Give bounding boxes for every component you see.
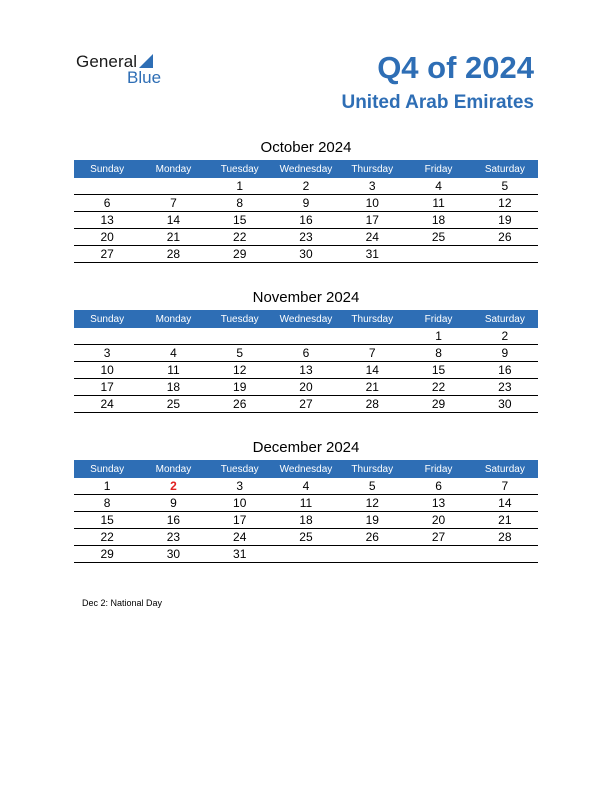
day-cell: 7 <box>339 345 405 362</box>
page-title: Q4 of 2024 <box>377 50 534 85</box>
day-cell: 8 <box>207 195 273 212</box>
day-cell: 14 <box>140 212 206 229</box>
week-row <box>74 546 538 563</box>
week-row <box>74 229 538 246</box>
weekday-header: Saturday <box>472 160 538 178</box>
day-cell: 28 <box>339 396 405 413</box>
day-cell <box>273 328 339 345</box>
month-october <box>74 138 538 263</box>
day-cell: 15 <box>207 212 273 229</box>
calendar-table <box>74 160 538 263</box>
day-cell: 14 <box>339 362 405 379</box>
day-cell: 3 <box>339 178 405 195</box>
weekday-header: Saturday <box>472 310 538 328</box>
week-row <box>74 396 538 413</box>
day-cell: 21 <box>339 379 405 396</box>
day-cell: 18 <box>405 212 471 229</box>
day-cell: 29 <box>405 396 471 413</box>
day-cell: 10 <box>207 495 273 512</box>
day-cell: 21 <box>140 229 206 246</box>
weekday-header: Tuesday <box>207 160 273 178</box>
calendar-table <box>74 310 538 413</box>
day-cell: 20 <box>74 229 140 246</box>
day-cell: 2 <box>472 328 538 345</box>
day-cell: 19 <box>339 512 405 529</box>
day-cell: 17 <box>339 212 405 229</box>
logo-text-blue: Blue <box>127 68 162 87</box>
day-cell: 23 <box>472 379 538 396</box>
day-cell: 5 <box>472 178 538 195</box>
day-cell: 25 <box>405 229 471 246</box>
week-row <box>74 178 538 195</box>
day-cell: 17 <box>207 512 273 529</box>
weekday-header: Tuesday <box>207 460 273 478</box>
day-cell: 20 <box>273 379 339 396</box>
week-row <box>74 195 538 212</box>
day-cell: 26 <box>472 229 538 246</box>
day-cell <box>74 178 140 195</box>
day-cell: 16 <box>140 512 206 529</box>
day-cell: 4 <box>140 345 206 362</box>
day-cell: 30 <box>273 246 339 263</box>
day-cell: 26 <box>207 396 273 413</box>
day-cell: 30 <box>472 396 538 413</box>
day-cell: 7 <box>140 195 206 212</box>
day-cell: 4 <box>405 178 471 195</box>
day-cell <box>339 546 405 563</box>
day-cell: 27 <box>74 246 140 263</box>
day-cell: 15 <box>74 512 140 529</box>
day-cell: 29 <box>207 246 273 263</box>
weekday-header: Thursday <box>339 460 405 478</box>
weekday-header-row <box>74 310 538 328</box>
day-cell: 25 <box>140 396 206 413</box>
day-cell: 16 <box>472 362 538 379</box>
day-cell: 24 <box>74 396 140 413</box>
country-subtitle: United Arab Emirates <box>341 92 534 113</box>
day-cell: 15 <box>405 362 471 379</box>
day-cell: 1 <box>74 478 140 495</box>
weekday-header: Sunday <box>74 310 140 328</box>
day-cell: 6 <box>405 478 471 495</box>
day-cell <box>74 328 140 345</box>
weekday-header: Friday <box>405 160 471 178</box>
day-cell: 6 <box>74 195 140 212</box>
day-cell: 13 <box>273 362 339 379</box>
week-row <box>74 529 538 546</box>
weekday-header: Wednesday <box>273 460 339 478</box>
week-row <box>74 212 538 229</box>
day-cell: 19 <box>472 212 538 229</box>
day-cell: 23 <box>140 529 206 546</box>
day-cell: 30 <box>140 546 206 563</box>
weekday-header-row <box>74 460 538 478</box>
holiday-day-cell: 2 <box>140 478 206 495</box>
day-cell: 7 <box>472 478 538 495</box>
day-cell: 13 <box>74 212 140 229</box>
day-cell: 26 <box>339 529 405 546</box>
day-cell: 11 <box>405 195 471 212</box>
weekday-header: Sunday <box>74 160 140 178</box>
day-cell <box>273 546 339 563</box>
week-row <box>74 345 538 362</box>
day-cell: 14 <box>472 495 538 512</box>
day-cell <box>472 246 538 263</box>
day-cell: 27 <box>405 529 471 546</box>
day-cell: 23 <box>273 229 339 246</box>
day-cell: 12 <box>472 195 538 212</box>
day-cell: 22 <box>74 529 140 546</box>
day-cell: 3 <box>74 345 140 362</box>
week-row <box>74 495 538 512</box>
day-cell: 5 <box>207 345 273 362</box>
day-cell: 18 <box>140 379 206 396</box>
day-cell: 1 <box>405 328 471 345</box>
day-cell: 19 <box>207 379 273 396</box>
day-cell: 27 <box>273 396 339 413</box>
day-cell: 9 <box>472 345 538 362</box>
day-cell <box>472 546 538 563</box>
day-cell: 17 <box>74 379 140 396</box>
day-cell: 12 <box>339 495 405 512</box>
month-december <box>74 438 538 563</box>
day-cell: 29 <box>74 546 140 563</box>
month-title: November 2024 <box>252 289 360 306</box>
weekday-header: Thursday <box>339 310 405 328</box>
day-cell: 11 <box>273 495 339 512</box>
day-cell: 4 <box>273 478 339 495</box>
day-cell: 16 <box>273 212 339 229</box>
week-row <box>74 379 538 396</box>
day-cell: 24 <box>207 529 273 546</box>
week-row <box>74 246 538 263</box>
calendar-table <box>74 460 538 563</box>
weekday-header-row <box>74 160 538 178</box>
day-cell: 20 <box>405 512 471 529</box>
weekday-header: Monday <box>140 160 206 178</box>
day-cell: 31 <box>207 546 273 563</box>
day-cell <box>140 328 206 345</box>
week-row <box>74 328 538 345</box>
day-cell: 28 <box>472 529 538 546</box>
day-cell: 21 <box>472 512 538 529</box>
day-cell: 31 <box>339 246 405 263</box>
day-cell: 1 <box>207 178 273 195</box>
day-cell <box>405 246 471 263</box>
day-cell: 5 <box>339 478 405 495</box>
weekday-header: Friday <box>405 460 471 478</box>
day-cell: 8 <box>405 345 471 362</box>
weekday-header: Friday <box>405 310 471 328</box>
day-cell: 10 <box>339 195 405 212</box>
day-cell: 24 <box>339 229 405 246</box>
weekday-header: Wednesday <box>273 160 339 178</box>
day-cell <box>140 178 206 195</box>
week-row <box>74 512 538 529</box>
day-cell: 6 <box>273 345 339 362</box>
general-blue-logo <box>76 52 176 88</box>
day-cell: 18 <box>273 512 339 529</box>
day-cell: 9 <box>273 195 339 212</box>
month-title: December 2024 <box>252 439 360 456</box>
day-cell: 11 <box>140 362 206 379</box>
week-row <box>74 478 538 495</box>
weekday-header: Wednesday <box>273 310 339 328</box>
weekday-header: Thursday <box>339 160 405 178</box>
day-cell: 12 <box>207 362 273 379</box>
weekday-header: Monday <box>140 310 206 328</box>
day-cell <box>405 546 471 563</box>
day-cell <box>207 328 273 345</box>
week-row <box>74 362 538 379</box>
day-cell: 2 <box>273 178 339 195</box>
weekday-header: Monday <box>140 460 206 478</box>
weekday-header: Tuesday <box>207 310 273 328</box>
day-cell: 8 <box>74 495 140 512</box>
day-cell: 22 <box>405 379 471 396</box>
day-cell: 10 <box>74 362 140 379</box>
day-cell: 9 <box>140 495 206 512</box>
month-november <box>74 288 538 413</box>
weekday-header: Saturday <box>472 460 538 478</box>
day-cell: 13 <box>405 495 471 512</box>
day-cell: 22 <box>207 229 273 246</box>
day-cell <box>339 328 405 345</box>
day-cell: 28 <box>140 246 206 263</box>
month-title: October 2024 <box>260 139 352 156</box>
day-cell: 25 <box>273 529 339 546</box>
weekday-header: Sunday <box>74 460 140 478</box>
holiday-note: Dec 2: National Day <box>82 598 163 608</box>
logo-text-general: General <box>76 52 138 71</box>
day-cell: 3 <box>207 478 273 495</box>
